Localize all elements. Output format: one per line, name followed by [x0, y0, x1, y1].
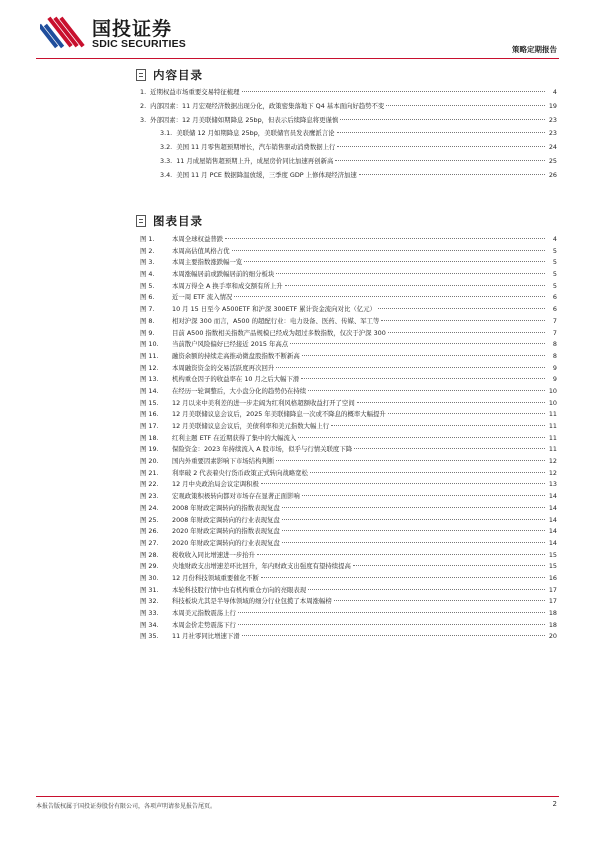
entry-title: 税收收入同比增速进一步抬升	[172, 550, 256, 559]
dot-leader	[282, 530, 545, 531]
entry-title: 本周金价走势震荡下行	[172, 620, 236, 629]
entry-title: 央地财政支出增速差环比回升，年内财政支出强度有望持续提高	[172, 562, 351, 571]
entry-number: 图 14.	[140, 386, 159, 395]
entry-number: 图 17.	[140, 422, 159, 430]
dot-leader	[335, 160, 545, 161]
entry-title: 美国 11 月零售超预期增长，汽车销售驱动消费数据上行	[176, 143, 336, 152]
dot-leader	[378, 308, 545, 309]
entry-title: 美联储 12 月如期降息 25bp，美联储官员发表鹰派言论	[176, 129, 335, 138]
entry-title: 保险资金：2023 年持续流入 A 股市场，似乎与行情关联度下降	[172, 445, 353, 454]
entry-page-number: 23	[548, 115, 557, 124]
figure-entry[interactable]	[140, 246, 557, 258]
figure-entry[interactable]	[140, 374, 557, 386]
entry-page-number: 10	[548, 398, 557, 407]
dot-leader	[381, 320, 545, 321]
entry-number: 3.2.	[160, 143, 173, 152]
entry-title: 2008 年财政定调转向的行业表现复盘	[172, 515, 280, 524]
entry-page-number: 5	[552, 270, 557, 279]
figure-entry[interactable]	[140, 620, 557, 632]
entry-page-number: 20	[548, 632, 557, 641]
footer-disclaimer: 本报告版权属于国投证券股份有限公司，各项声明请参见报告尾页。	[36, 803, 217, 810]
figures-list	[140, 234, 557, 643]
entry-title: 目前 A500 指数相关指数产品规模已经成为超过多数指数，仅次于沪深 300	[172, 328, 386, 337]
entry-number: 图 28.	[140, 550, 159, 559]
dot-leader	[261, 483, 545, 484]
figure-entry[interactable]	[140, 444, 557, 456]
entry-number: 图 9.	[140, 328, 155, 337]
figure-entry[interactable]	[140, 503, 557, 515]
entry-number: 图 5.	[140, 281, 155, 290]
figure-entry[interactable]	[140, 339, 557, 351]
entry-number: 图 23.	[140, 492, 159, 501]
entry-title: 红利主题 ETF 在近期获得了集中的大幅流入	[172, 433, 297, 442]
figure-entry[interactable]	[140, 351, 557, 363]
dot-leader	[359, 174, 545, 175]
entry-page-number: 16	[548, 573, 557, 582]
entry-title: 机构重仓因子的收益率在 10 月之后大幅下滑	[172, 375, 300, 384]
entry-page-number: 5	[552, 246, 557, 255]
entry-number: 图 33.	[140, 609, 159, 617]
entry-title: 10 月 15 日至今 A500ETF 和沪深 300ETF 累计资金流向对比（亿元）	[172, 305, 376, 314]
dot-leader	[234, 296, 545, 297]
dot-leader	[310, 472, 545, 473]
entry-number: 图 32.	[140, 597, 159, 606]
dot-leader	[388, 332, 545, 333]
entry-page-number: 6	[552, 293, 557, 302]
dot-leader	[388, 413, 545, 414]
entry-title: 本周融资资金的交易活跃度再次回升	[172, 363, 275, 372]
figure-entry[interactable]	[140, 316, 557, 328]
entry-page-number: 25	[548, 156, 557, 165]
entry-title: 2008 年财政定调转向的指数表现复盘	[172, 503, 280, 512]
entry-title: 内部因素：11 月宏观经济数据出现分化，政策密集落地下 Q4 基本面向好趋势不变	[150, 101, 385, 110]
dot-leader	[261, 577, 545, 578]
entry-page-number: 10	[548, 386, 557, 395]
dot-leader	[302, 495, 545, 496]
entry-number: 图 6.	[140, 293, 155, 302]
entry-title: 12 月美联储议息会议后，2025 年美联储降息一次或不降息的概率大幅提升	[172, 410, 386, 419]
dot-leader	[386, 105, 545, 106]
entry-number: 图 16.	[140, 410, 159, 419]
entry-page-number: 23	[548, 129, 557, 138]
entry-number: 图 11.	[140, 351, 159, 360]
entry-number: 图 10.	[140, 340, 159, 349]
entry-page-number: 7	[552, 328, 557, 337]
entry-number: 图 31.	[140, 585, 159, 594]
entry-page-number: 6	[552, 305, 557, 314]
entry-page-number: 14	[548, 492, 557, 501]
contents-entry[interactable]	[140, 170, 557, 184]
dot-leader	[302, 355, 545, 356]
figure-entry[interactable]	[140, 526, 557, 538]
entry-page-number: 18	[548, 609, 557, 617]
entry-number: 图 24.	[140, 503, 159, 512]
entry-title: 12 月以来中美利差的进一步走阔为红利风格超额收益打开了空间	[172, 398, 355, 407]
dot-leader	[232, 250, 545, 251]
entry-number: 图 3.	[140, 258, 155, 267]
entry-page-number: 15	[548, 562, 557, 571]
figure-entry[interactable]	[140, 363, 557, 375]
figure-entry[interactable]	[140, 573, 557, 585]
entry-number: 图 30.	[140, 573, 159, 582]
figure-entry[interactable]	[140, 515, 557, 527]
entry-number: 3.	[140, 115, 147, 124]
dot-leader	[308, 589, 545, 590]
entry-page-number: 14	[548, 515, 557, 524]
entry-title: 本周涨幅居前或跌幅居前的细分板块	[172, 270, 275, 279]
entry-page-number: 26	[548, 170, 557, 179]
entry-title: 本周全球权益普跌	[172, 235, 224, 243]
entry-number: 图 7.	[140, 305, 155, 314]
dot-leader	[242, 635, 545, 636]
dot-leader	[331, 425, 545, 426]
figure-entry[interactable]	[140, 585, 557, 597]
dot-leader	[225, 238, 545, 239]
entry-page-number: 18	[548, 620, 557, 629]
figure-entry[interactable]	[140, 281, 557, 293]
entry-title: 近期权益市场重要交易特征梳理	[150, 88, 240, 96]
dot-leader	[238, 612, 545, 613]
entry-title: 宏观政策积极转向都对市场存在显著正面影响	[172, 492, 300, 501]
entry-number: 图 8.	[140, 316, 155, 325]
figure-entry[interactable]	[140, 386, 557, 398]
contents-entry[interactable]	[140, 128, 557, 142]
dot-leader	[276, 460, 545, 461]
entry-number: 图 20.	[140, 457, 159, 466]
report-type-label: 策略定期报告	[512, 45, 557, 54]
entry-page-number: 14	[548, 538, 557, 547]
entry-page-number: 8	[552, 351, 557, 360]
entry-page-number: 9	[552, 363, 557, 372]
figure-entry[interactable]	[140, 328, 557, 340]
contents-entry[interactable]	[140, 87, 557, 101]
dot-leader	[353, 565, 545, 566]
entry-page-number: 15	[548, 550, 557, 559]
figures-title: 图表目录	[153, 214, 203, 228]
dot-leader	[244, 261, 545, 262]
entry-title: 本周高估值风格占优	[172, 246, 230, 255]
entry-number: 图 12.	[140, 363, 159, 372]
entry-title: 本周美元指数震荡上行	[172, 609, 236, 617]
figures-heading	[136, 213, 203, 229]
figure-entry[interactable]	[140, 456, 557, 468]
entry-number: 图 2.	[140, 246, 155, 255]
dot-leader	[257, 554, 545, 555]
entry-page-number: 17	[548, 585, 557, 594]
entry-number: 1.	[140, 88, 147, 96]
entry-page-number: 12	[548, 468, 557, 477]
dot-leader	[298, 437, 545, 438]
dot-leader	[301, 378, 545, 379]
entry-page-number: 19	[548, 101, 557, 110]
contents-entry[interactable]	[140, 115, 557, 129]
entry-page-number: 4	[552, 88, 557, 96]
page-number: 2	[552, 800, 557, 808]
entry-number: 3.3.	[160, 156, 173, 165]
entry-number: 图 15.	[140, 398, 159, 407]
figure-entry[interactable]	[140, 234, 557, 246]
entry-page-number: 14	[548, 527, 557, 536]
contents-entry[interactable]	[140, 156, 557, 170]
dot-leader	[340, 119, 545, 120]
document-list-icon	[136, 69, 146, 81]
entry-title: 相对沪深 300 而言，A500 的超配行业：电力设备、医药、传媒、军工等	[172, 316, 380, 325]
entry-number: 图 34.	[140, 620, 159, 629]
dot-leader	[282, 507, 545, 508]
entry-number: 图 21.	[140, 468, 159, 477]
entry-page-number: 12	[548, 457, 557, 466]
dot-leader	[357, 402, 545, 403]
entry-page-number: 11	[548, 433, 557, 442]
entry-page-number: 5	[552, 258, 557, 267]
entry-title: 本周主要指数涨跌幅一览	[172, 258, 243, 267]
header-divider	[36, 58, 559, 59]
entry-title: 外部因素：12 月美联储如期降息 25bp，但表示后续降息将更谨慎	[150, 115, 339, 124]
entry-page-number: 4	[552, 235, 557, 243]
entry-title: 11 月社零同比增速下滑	[172, 632, 240, 641]
figure-entry[interactable]	[140, 468, 557, 480]
entry-title: 2020 年财政定调转向的行业表现复盘	[172, 538, 280, 547]
figure-entry[interactable]	[140, 398, 557, 410]
entry-page-number: 8	[552, 340, 557, 349]
entry-title: 当前散户风险偏好已经接近 2015 年高点	[172, 340, 289, 349]
entry-page-number: 9	[552, 375, 557, 384]
entry-number: 图 1.	[140, 235, 155, 243]
logo-text-en: SDIC SECURITIES	[92, 38, 187, 50]
entry-page-number: 11	[548, 422, 557, 430]
figure-entry[interactable]	[140, 304, 557, 316]
entry-title: 本周万得全 A 换手率和成交额有所上升	[172, 281, 283, 290]
contents-heading	[136, 67, 203, 83]
contents-entry[interactable]	[140, 101, 557, 115]
logo-mark-icon	[40, 12, 86, 52]
figure-entry[interactable]	[140, 257, 557, 269]
dot-leader	[276, 273, 545, 274]
entry-page-number: 17	[548, 597, 557, 606]
figure-entry[interactable]	[140, 433, 557, 445]
entry-number: 3.1.	[160, 129, 173, 138]
entry-number: 图 25.	[140, 515, 159, 524]
dot-leader	[282, 542, 545, 543]
dot-leader	[337, 132, 546, 133]
entry-number: 图 27.	[140, 538, 159, 547]
entry-title: 融资余额的持续走高推动微盘股指数不断新高	[172, 351, 300, 360]
entry-number: 图 19.	[140, 445, 159, 454]
figure-entry[interactable]	[140, 269, 557, 281]
entry-title: 科技板块尤其是半导体领域的细分行业包揽了本周涨幅榜	[172, 597, 332, 606]
entry-title: 美国 11 月 PCE 数据降温放缓，三季度 GDP 上修体现经济加速	[176, 170, 357, 179]
dot-leader	[242, 91, 545, 92]
figure-entry[interactable]	[140, 631, 557, 643]
contents-list	[140, 87, 557, 184]
figure-entry[interactable]	[140, 538, 557, 550]
figure-entry[interactable]	[140, 561, 557, 573]
figure-entry[interactable]	[140, 550, 557, 562]
entry-title: 近一周 ETF 流入情况	[172, 293, 233, 302]
figure-entry[interactable]	[140, 421, 557, 433]
contents-title: 内容目录	[153, 68, 203, 82]
logo-text-cn: 国投证券	[92, 18, 173, 40]
entry-title: 利率破 2 代表着央行货币政策正式转向战略宽松	[172, 468, 308, 477]
entry-number: 2.	[140, 101, 147, 110]
company-logo	[40, 10, 190, 54]
entry-number: 图 4.	[140, 270, 155, 279]
entry-title: 国内外重要因素影响下市场结构判断	[172, 457, 275, 466]
entry-title: 12 月份科技领域重要催化不断	[172, 573, 259, 582]
entry-title: 在经历一轮调整后，大小盘分化的趋势仍在持续	[172, 386, 307, 395]
dot-leader	[282, 519, 545, 520]
entry-number: 图 18.	[140, 433, 159, 442]
entry-page-number: 14	[548, 503, 557, 512]
contents-entry[interactable]	[140, 142, 557, 156]
page-footer	[36, 796, 559, 810]
footer-divider	[36, 796, 559, 797]
entry-page-number: 24	[548, 143, 557, 152]
entry-title: 本轮科技股行情中也有机构重仓方向的亮眼表现	[172, 585, 307, 594]
entry-page-number: 11	[548, 410, 557, 419]
dot-leader	[354, 448, 545, 449]
entry-page-number: 7	[552, 316, 557, 325]
figure-entry[interactable]	[140, 292, 557, 304]
entry-title: 12 月中央政治局会议定调积极	[172, 480, 259, 489]
entry-number: 图 29.	[140, 562, 159, 571]
entry-page-number: 13	[548, 480, 557, 489]
page-header	[0, 0, 595, 62]
entry-page-number: 5	[552, 281, 557, 290]
dot-leader	[308, 390, 545, 391]
entry-page-number: 11	[548, 445, 557, 454]
entry-number: 图 35.	[140, 632, 159, 641]
entry-title: 12 月美联储议息会议后，美债利率和美元指数大幅上行	[172, 422, 330, 430]
dot-leader	[290, 343, 545, 344]
dot-leader	[334, 600, 545, 601]
dot-leader	[285, 285, 545, 286]
figure-entry[interactable]	[140, 479, 557, 491]
dot-leader	[276, 367, 545, 368]
entry-title: 11 月成屋销售超预期上升，成屋房价同比加速再创新高	[176, 156, 334, 165]
entry-number: 图 26.	[140, 527, 159, 536]
dot-leader	[238, 624, 545, 625]
entry-number: 图 13.	[140, 375, 159, 384]
figure-entry[interactable]	[140, 491, 557, 503]
figure-entry[interactable]	[140, 409, 557, 421]
document-list-icon	[136, 215, 146, 227]
figure-entry[interactable]	[140, 596, 557, 608]
dot-leader	[337, 146, 545, 147]
entry-number: 3.4.	[160, 170, 173, 179]
entry-number: 图 22.	[140, 480, 159, 489]
figure-entry[interactable]	[140, 608, 557, 620]
entry-title: 2020 年财政定调转向的指数表现复盘	[172, 527, 280, 536]
